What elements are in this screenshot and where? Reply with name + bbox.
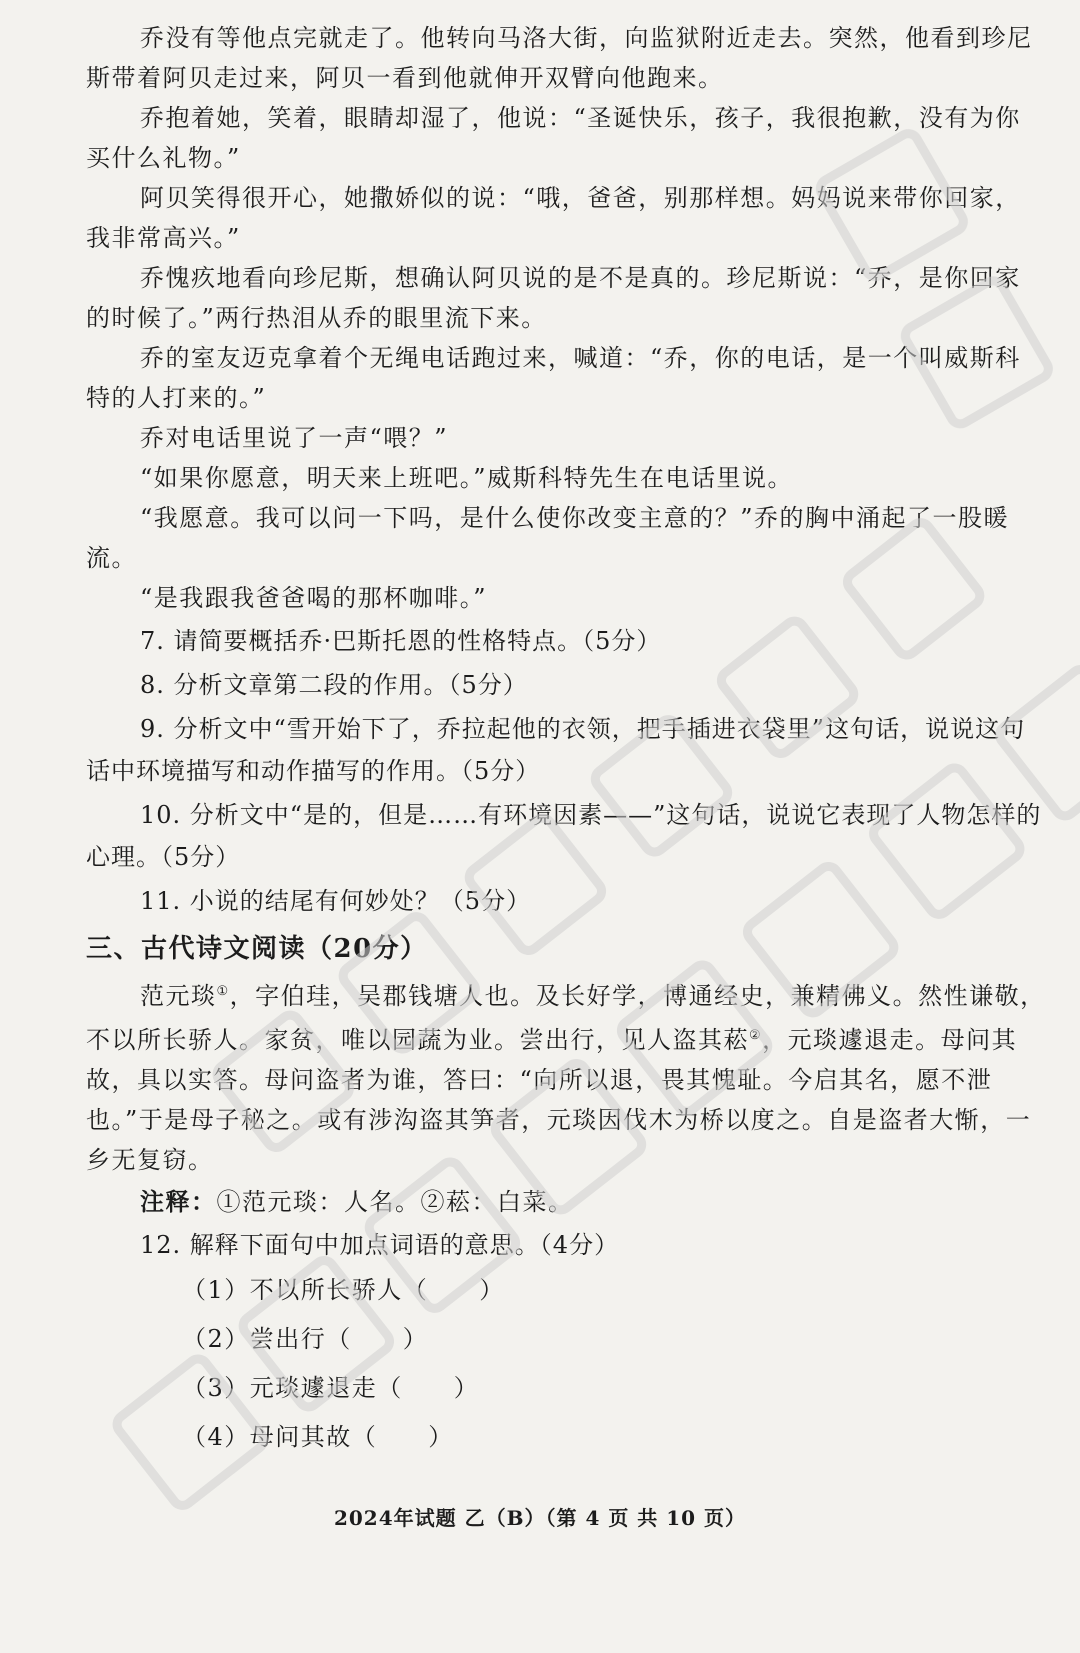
story-paragraph: 乔愧疚地看向珍尼斯，想确认阿贝说的是不是真的。珍尼斯说：“乔，是你回家的时候了。”两行热泪从乔的眼里流下来。 xyxy=(86,264,1021,332)
question-10: 10. 分析文中“是的，但是……有环境因素——”这句话，说说它表现了人物怎样的心理。（5分） xyxy=(86,801,1042,871)
classical-passage xyxy=(86,972,1046,1180)
question-7: 7. 请简要概括乔·巴斯托恩的性格特点。（5分） xyxy=(140,627,662,655)
page-footer: 2024年试题 乙（B）（第 4 页 共 10 页） xyxy=(333,1506,747,1530)
story-paragraph: 乔的室友迈克拿着个无绳电话跑过来，喊道：“乔，你的电话，是一个叫威斯科特的人打来的。” xyxy=(86,344,1021,412)
sub-question: （3）元琰遽退走（ ） xyxy=(182,1374,480,1402)
annotation-text: ①范元琰：人名。②菘：白菜。 xyxy=(216,1188,574,1216)
question-8: 8. 分析文章第二段的作用。（5分） xyxy=(140,671,528,699)
annotation-label: 注释： xyxy=(140,1187,217,1216)
story-paragraph: “我愿意。我可以问一下吗，是什么使你改变主意的？”乔的胸中涌起了一股暖流。 xyxy=(86,504,1010,572)
story-paragraph: “如果你愿意，明天来上班吧。”威斯科特先生在电话里说。 xyxy=(140,464,794,492)
footnote-marker: ① xyxy=(216,984,230,999)
annotation xyxy=(86,1182,1046,1222)
page-content xyxy=(86,18,1046,1462)
story-paragraph: 乔抱着她，笑着，眼睛却湿了，他说：“圣诞快乐，孩子，我很抱歉，没有为你买什么礼物。” xyxy=(86,104,1021,172)
story-paragraph: “是我跟我爸爸喝的那杯咖啡。” xyxy=(140,584,488,612)
footnote-marker: ② xyxy=(749,1028,763,1043)
passage-text: 范元琰 xyxy=(140,982,217,1010)
question-9: 9. 分析文中“雪开始下了，乔拉起他的衣领，把手插进衣袋里”这句话，说说这句话中环境描写和动作描写的作用。（5分） xyxy=(86,715,1026,785)
section-heading: 三、古代诗文阅读（20分） xyxy=(86,934,428,964)
passage-text: ，元琰遽退走。母问其故，具以实答。母问盗者为谁，答曰：“向所以退，畏其愧耻。今启其名，愿不泄也。”于是母子秘之。或有涉沟盗其笋者，元琰因伐木为桥以度之。自是盗者大惭，一乡无复窃。 xyxy=(86,1026,1032,1174)
story-paragraph: 乔对电话里说了一声“喂？” xyxy=(140,424,449,452)
sub-question: （2）尝出行（ ） xyxy=(182,1325,429,1353)
question-12: 12. 解释下面句中加点词语的意思。（4分） xyxy=(140,1231,620,1259)
sub-question: （1）不以所长骄人（ ） xyxy=(182,1276,505,1304)
story-paragraph: 乔没有等他点完就走了。他转向马洛大街，向监狱附近走去。突然，他看到珍尼斯带着阿贝走过来，阿贝一看到他就伸开双臂向他跑来。 xyxy=(86,24,1033,92)
passage-text: ，字伯珪，吴郡钱塘人也。及长好学，博通经史，兼精佛义。然性谦敬，不以所长骄人。家贫，唯以园蔬为业。尝出行，见人盗其菘 xyxy=(86,982,1046,1054)
question-11: 11. 小说的结尾有何妙处？（5分） xyxy=(140,887,532,915)
sub-question: （4）母问其故（ ） xyxy=(182,1423,454,1451)
story-paragraph: 阿贝笑得很开心，她撒娇似的说：“哦，爸爸，别那样想。妈妈说来带你回家，我非常高兴。” xyxy=(86,184,1021,252)
